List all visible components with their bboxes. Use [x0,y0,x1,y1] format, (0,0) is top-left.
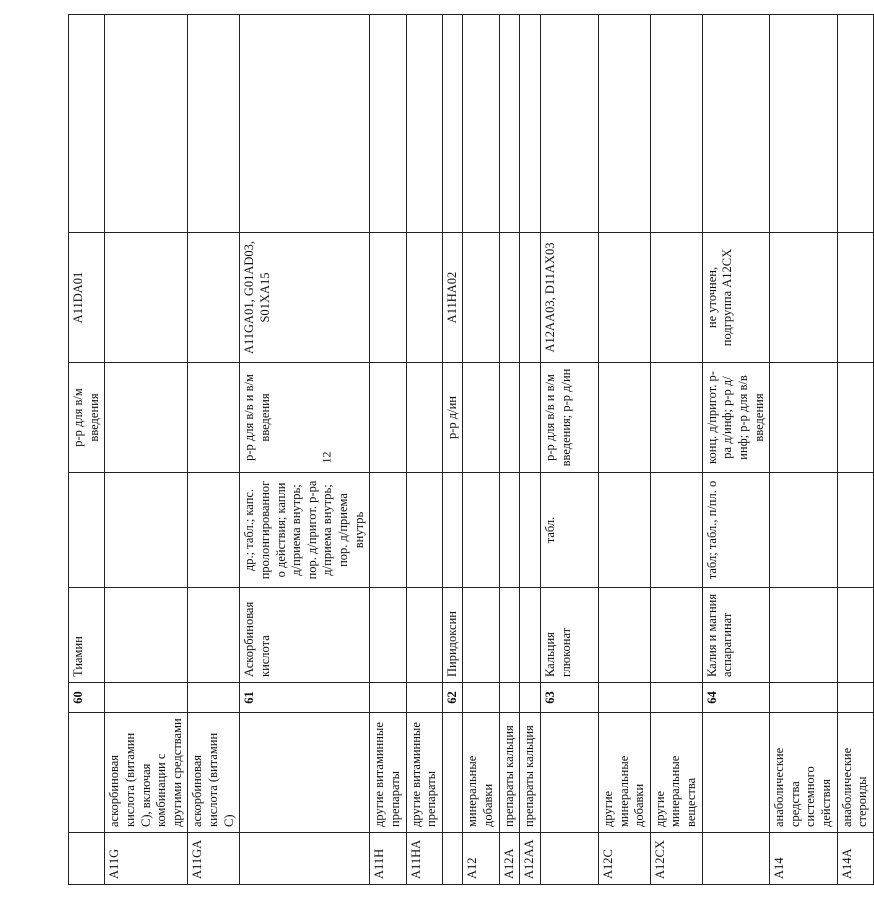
medicines-table [68,14,874,885]
atc-code-cell [837,233,873,363]
group-name-cell [69,713,105,833]
row-number-cell: 64 [702,683,770,713]
table-row [105,15,188,885]
oral-forms-cell: табл; табл., п/пл. о [702,473,770,588]
atc-code-cell [598,233,650,363]
atc-group-code-cell [240,833,370,885]
injection-forms-cell [105,363,188,473]
group-name-cell: другие минеральные добавки [598,713,650,833]
empty-cell [463,15,499,233]
oral-forms-cell [837,473,873,588]
row-number-cell: 62 [442,683,463,713]
row-number-cell [188,683,240,713]
injection-forms-cell: р-р д/ин [442,363,463,473]
atc-code-cell: A11GA01, G01AD03, S01XA15 [240,233,370,363]
injection-forms-cell [837,363,873,473]
atc-group-code-cell: A11H [370,833,406,885]
table-body [69,15,874,885]
atc-code-cell: не уточнен, подгруппа A12CX [702,233,770,363]
group-name-cell: препараты кальция [520,713,541,833]
row-number-cell [370,683,406,713]
group-name-cell [442,713,463,833]
medicine-name-cell [105,588,188,683]
atc-group-code-cell: A14 [770,833,838,885]
row-number-cell: 63 [540,683,598,713]
empty-cell [520,15,541,233]
injection-forms-cell [370,363,406,473]
atc-group-code-cell [69,833,105,885]
empty-cell [69,15,105,233]
oral-forms-cell [598,473,650,588]
medicine-name-cell [463,588,499,683]
empty-cell [370,15,406,233]
group-name-cell [540,713,598,833]
atc-code-cell [650,233,702,363]
table-row [770,15,838,885]
atc-code-cell: A12AA03, D11AX03 [540,233,598,363]
oral-forms-cell [105,473,188,588]
table-row [598,15,650,885]
medicine-name-cell [520,588,541,683]
oral-forms-cell [442,473,463,588]
row-number-cell [463,683,499,713]
medicine-name-cell [499,588,520,683]
row-number-cell: 61 [240,683,370,713]
group-name-cell [240,713,370,833]
atc-code-cell [770,233,838,363]
injection-forms-cell: р-р для в/в и в/м введения [240,363,370,473]
oral-forms-cell [499,473,520,588]
empty-cell [650,15,702,233]
table-row [837,15,873,885]
row-number-cell [598,683,650,713]
row-number-cell [837,683,873,713]
medicine-name-cell: Пиридоксин [442,588,463,683]
atc-code-cell: A11HA02 [442,233,463,363]
injection-forms-cell [406,363,442,473]
atc-group-code-cell: A12AA [520,833,541,885]
atc-group-code-cell: A11G [105,833,188,885]
row-number-cell: 60 [69,683,105,713]
oral-forms-cell [520,473,541,588]
injection-forms-cell: конц. д/пригот. р-ра д/инф; р-р д/инф; р-р для в/в введения [702,363,770,473]
oral-forms-cell [188,473,240,588]
medicine-name-cell [770,588,838,683]
atc-group-code-cell [442,833,463,885]
group-name-cell: анаболические средства системного действия [770,713,838,833]
atc-group-code-cell: A12C [598,833,650,885]
medicine-name-cell: Кальция глюконат [540,588,598,683]
oral-forms-cell [463,473,499,588]
table-row [240,15,370,885]
injection-forms-cell [463,363,499,473]
table-row [69,15,105,885]
medicine-name-cell: Тиамин [69,588,105,683]
table-row [442,15,463,885]
empty-cell [188,15,240,233]
empty-cell [598,15,650,233]
oral-forms-cell [770,473,838,588]
row-number-cell [520,683,541,713]
table-row [406,15,442,885]
medicine-name-cell [370,588,406,683]
table-row [702,15,770,885]
table-row [188,15,240,885]
table-row [540,15,598,885]
injection-forms-cell: р-р для в/в и в/м введения; р-р д/ин [540,363,598,473]
empty-cell [702,15,770,233]
medicine-name-cell [837,588,873,683]
group-name-cell: другие витаминные препараты [406,713,442,833]
empty-cell [837,15,873,233]
oral-forms-cell [406,473,442,588]
medicine-name-cell [406,588,442,683]
injection-forms-cell [499,363,520,473]
injection-forms-cell [770,363,838,473]
empty-cell [406,15,442,233]
group-name-cell: аскорбиновая кислота (витамин С) [188,713,240,833]
group-name-cell: анаболические стероиды [837,713,873,833]
row-number-cell [406,683,442,713]
injection-forms-cell [598,363,650,473]
group-name-cell: другие витаминные препараты [370,713,406,833]
empty-cell [240,15,370,233]
atc-group-code-cell: A12 [463,833,499,885]
atc-group-code-cell [540,833,598,885]
row-number-cell [770,683,838,713]
oral-forms-cell [370,473,406,588]
injection-forms-cell [188,363,240,473]
table-row [463,15,499,885]
empty-cell [105,15,188,233]
empty-cell [540,15,598,233]
injection-forms-cell [650,363,702,473]
group-name-cell: другие минеральные вещества [650,713,702,833]
empty-cell [442,15,463,233]
atc-code-cell [520,233,541,363]
row-number-cell [650,683,702,713]
table-row [499,15,520,885]
atc-code-cell: A11DA01 [69,233,105,363]
row-number-cell [105,683,188,713]
empty-cell [770,15,838,233]
atc-group-code-cell [702,833,770,885]
injection-forms-cell: р-р для в/м введения [69,363,105,473]
atc-group-code-cell: A11HA [406,833,442,885]
rotated-page [68,15,870,885]
row-number-cell [499,683,520,713]
group-name-cell: аскорбиновая кислота (витамин С), включая комбинации с другими средствами [105,713,188,833]
atc-group-code-cell: A12A [499,833,520,885]
atc-group-code-cell: A14A [837,833,873,885]
oral-forms-cell: табл. [540,473,598,588]
atc-group-code-cell: A12CX [650,833,702,885]
injection-forms-cell [520,363,541,473]
medicine-name-cell: Калия и магния аспарагинат [702,588,770,683]
atc-code-cell [406,233,442,363]
atc-code-cell [499,233,520,363]
page-number: 12 [319,451,334,464]
oral-forms-cell: др.; табл.; капс. пролонгированного действия; капли д/приема внутрь; пор. д/пригот. р-ра д/приема внутрь; пор. д/приема внутрь [240,473,370,588]
table-row [520,15,541,885]
group-name-cell: препараты кальция [499,713,520,833]
medicine-name-cell [598,588,650,683]
table-row [650,15,702,885]
group-name-cell: минеральные добавки [463,713,499,833]
atc-code-cell [188,233,240,363]
medicine-name-cell [650,588,702,683]
group-name-cell [702,713,770,833]
atc-code-cell [370,233,406,363]
oral-forms-cell [650,473,702,588]
empty-cell [499,15,520,233]
oral-forms-cell [69,473,105,588]
atc-group-code-cell: A11GA [188,833,240,885]
atc-code-cell [105,233,188,363]
table-row [370,15,406,885]
medicine-name-cell: Аскорбиновая кислота [240,588,370,683]
atc-code-cell [463,233,499,363]
medicine-name-cell [188,588,240,683]
